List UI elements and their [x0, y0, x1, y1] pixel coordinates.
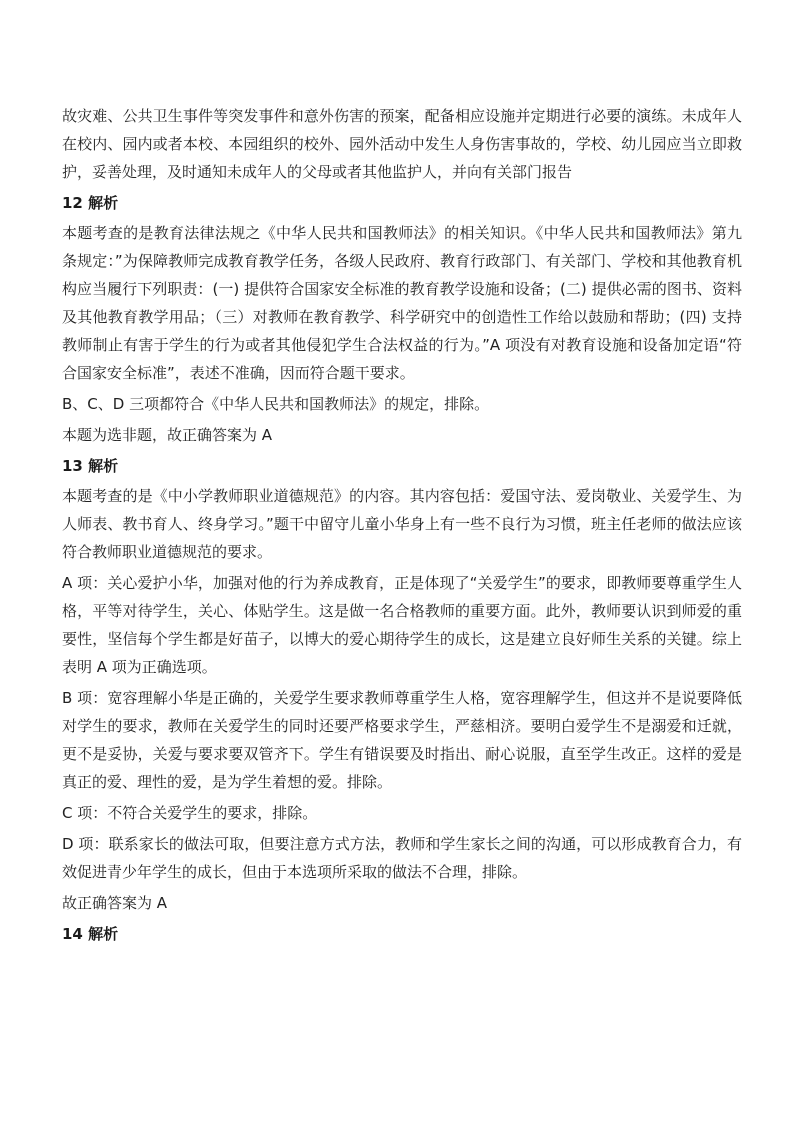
heading-q13-analysis: 13 解析: [62, 457, 119, 475]
paragraph-q13-answer: 故正确答案为 A: [62, 894, 168, 912]
document-page: [62, 102, 742, 950]
heading-q12-analysis: 12 解析: [62, 194, 119, 212]
paragraph-q13-option-c: C 项：不符合关爱学生的要求，排除。: [62, 804, 318, 822]
paragraph-q12-bcd: B、C、D 三项都符合《中华人民共和国教师法》的规定，排除。: [62, 395, 490, 413]
paragraph-q13-option-d: D 项：联系家长的做法可取，但要注意方式方法，教师和学生家长之间的沟通，可以形成教育合力，有效促进青少年学生的成长，但由于本选项所采取的做法不合理，排除。: [62, 835, 742, 881]
paragraph-q12-body: 本题考查的是教育法律法规之《中华人民共和国教师法》的相关知识。《中华人民共和国教师法》第九条规定：”为保障教师完成教育教学任务，各级人民政府、教育行政部门、有关部门、学校和其他教育机构应当履行下列职责：(一) 提供符合国家安全标准的教育教学设施和设备；(二) 提供必需的图书、资料及其他教育教学用品；（三）对教师在教育教学、科学研究中的创造性工作给以鼓励和帮助；(四) 支持教师制止有害于学生的行为或者其他侵犯学生合法权益的行为。”A 项没有对教育设施和设备加定语“符合国家安全标准”，表述不准确，因而符合题干要求。: [62, 224, 742, 382]
paragraph-q13-option-a: A 项：关心爱护小华，加强对他的行为养成教育，正是体现了“关爱学生”的要求，即教师要尊重学生人格，平等对待学生，关心、体贴学生。这是做一名合格教师的重要方面。此外，教师要认识到师爱的重要性，坚信每个学生都是好苗子，以博大的爱心期待学生的成长，这是建立良好师生关系的关键。综上表明 A 项为正确选项。: [62, 574, 742, 676]
paragraph-q12-answer: 本题为选非题，故正确答案为 A: [62, 426, 273, 444]
heading-q14-analysis: 14 解析: [62, 925, 119, 943]
paragraph-q13-body: 本题考查的是《中小学教师职业道德规范》的内容。其内容包括：爱国守法、爱岗敬业、关爱学生、为人师表、教书育人、终身学习。”题干中留守儿童小华身上有一些不良行为习惯，班主任老师的做法应该符合教师职业道德规范的要求。: [62, 487, 742, 561]
paragraph-emergency-plan: 故灾难、公共卫生事件等突发事件和意外伤害的预案，配备相应设施并定期进行必要的演练。未成年人在校内、园内或者本校、本园组织的校外、园外活动中发生人身伤害事故的，学校、幼儿园应当立即救护，妥善处理，及时通知未成年人的父母或者其他监护人，并向有关部门报告: [62, 107, 742, 181]
paragraph-q13-option-b: B 项：宽容理解小华是正确的，关爱学生要求教师尊重学生人格，宽容理解学生，但这并不是说要降低对学生的要求，教师在关爱学生的同时还要严格要求学生，严慈相济。要明白爱学生不是溺爱和迁就，更不是妥协，关爱与要求要双管齐下。学生有错误要及时指出、耐心说服，直至学生改正。这样的爱是真正的爱、理性的爱，是为学生着想的爱。排除。: [62, 689, 742, 791]
